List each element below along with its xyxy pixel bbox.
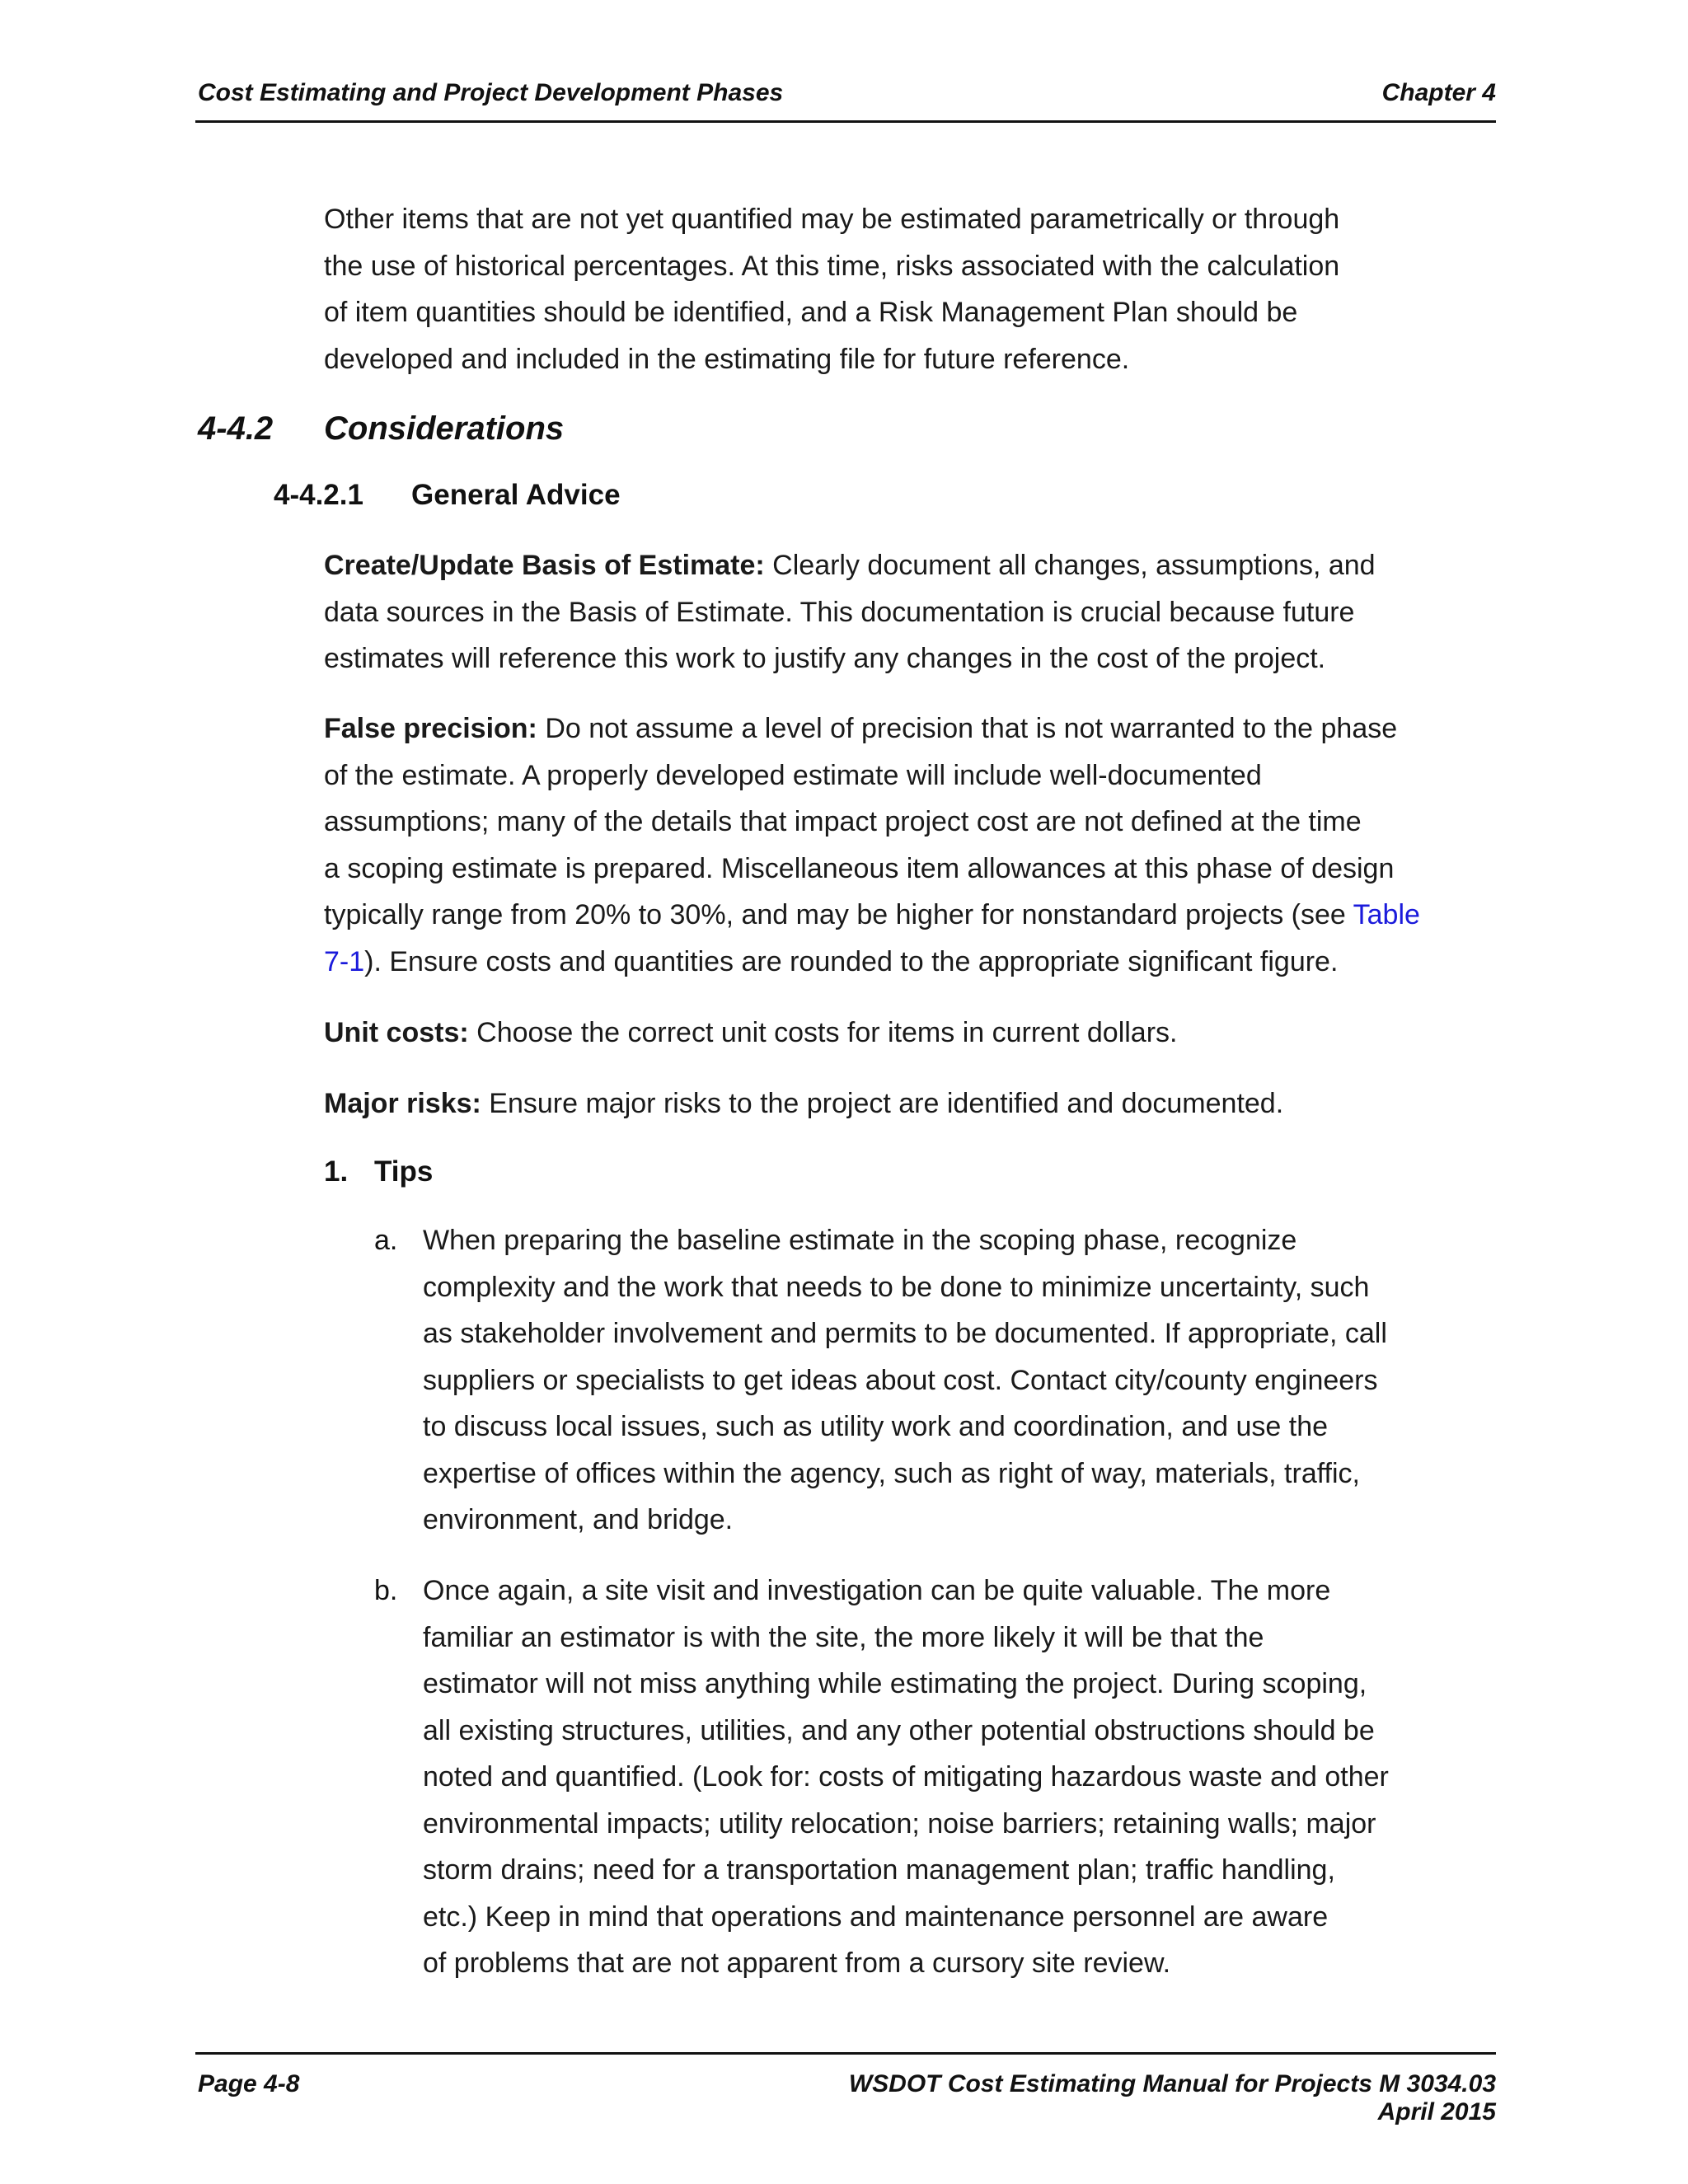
text-line: all existing structures, utilities, and any other potential obstructions should be — [423, 1714, 1375, 1746]
major-risks-label: Major risks: — [324, 1088, 481, 1119]
header-rule — [195, 120, 1496, 123]
text-line: typically range from 20% to 30%, and may be higher for nonstandard projects (see — [324, 899, 1353, 930]
text-line: of the estimate. A properly developed estimate will include well-documented — [324, 759, 1262, 791]
basis-paragraph — [324, 542, 1376, 682]
text-line: developed and included in the estimating file for future reference. — [324, 343, 1130, 375]
subsection-number: 4-4.2.1 — [274, 479, 363, 511]
text-line: storm drains; need for a transportation management plan; traffic handling, — [423, 1854, 1335, 1886]
major-risks-paragraph — [324, 1080, 1283, 1127]
section-number: 4-4.2 — [198, 410, 274, 447]
text-line: Do not assume a level of precision that is not warranted to the phase — [537, 713, 1398, 744]
precision-paragraph — [324, 705, 1420, 985]
text-line: estimates will reference this work to justify any changes in the cost of the project. — [324, 643, 1326, 674]
section-title: Considerations — [324, 410, 565, 447]
text-line: noted and quantified. (Look for: costs of mitigating hazardous waste and other — [423, 1761, 1389, 1793]
text-line: environmental impacts; utility relocation; noise barriers; retaining walls; major — [423, 1807, 1376, 1840]
text-line: a scoping estimate is prepared. Miscellaneous item allowances at this phase of design — [324, 852, 1395, 884]
page-number: Page 4-8 — [198, 2070, 300, 2097]
text-line: environment, and bridge. — [423, 1504, 734, 1535]
text-line: complexity and the work that needs to be done to minimize uncertainty, such — [423, 1271, 1370, 1303]
basis-label: Create/Update Basis of Estimate: — [324, 550, 765, 581]
text-line: ). Ensure costs and quantities are rounded to the appropriate significant figure. — [364, 945, 1339, 977]
text-line: Ensure major risks to the project are identified and documented. — [481, 1088, 1284, 1119]
precision-label: False precision: — [324, 713, 537, 744]
text-line: Clearly document all changes, assumptions, and — [764, 550, 1376, 581]
text-line: expertise of offices within the agency, such as right of way, materials, traffic, — [423, 1457, 1361, 1489]
table-7-1-link-continued[interactable]: 7-1 — [324, 945, 365, 977]
text-line: Other items that are not yet quantified may be estimated parametrically or through — [324, 204, 1340, 235]
text-line: data sources in the Basis of Estimate. This documentation is crucial because future — [324, 596, 1355, 628]
text-line: to discuss local issues, such as utility work and coordination, and use the — [423, 1411, 1329, 1442]
text-line: as stakeholder involvement and permits to be documented. If appropriate, call — [423, 1318, 1387, 1349]
table-7-1-link[interactable]: Table — [1353, 899, 1420, 930]
tips-number: 1. — [324, 1155, 349, 1188]
list-item — [423, 1568, 1389, 1987]
tips-title: Tips — [374, 1155, 434, 1188]
unit-costs-paragraph — [324, 1010, 1177, 1057]
running-header-title: Cost Estimating and Project Development Phases — [198, 79, 784, 106]
list-marker: a. — [374, 1225, 398, 1256]
text-line: assumptions; many of the details that impact project cost are not defined at the time — [324, 806, 1362, 837]
footer-rule — [195, 2052, 1496, 2055]
intro-paragraph — [324, 196, 1339, 382]
text-line: etc.) Keep in mind that operations and maintenance personnel are aware — [423, 1900, 1329, 1933]
text-line: of item quantities should be identified, and a Risk Management Plan should be — [324, 297, 1298, 328]
text-line: of problems that are not apparent from a cursory site review. — [423, 1947, 1171, 1979]
running-header-chapter: Chapter 4 — [1381, 79, 1496, 106]
footer-manual-title: WSDOT Cost Estimating Manual for Projects M 3034.03 — [848, 2070, 1496, 2097]
footer-date: April 2015 — [1377, 2098, 1496, 2125]
list-marker: b. — [374, 1575, 398, 1606]
unit-costs-label: Unit costs: — [324, 1017, 469, 1048]
subsection-title: General Advice — [411, 479, 621, 511]
text-line: estimator will not miss anything while estimating the project. During scoping, — [423, 1668, 1367, 1699]
text-line: the use of historical percentages. At this time, risks associated with the calculation — [324, 250, 1340, 282]
list-item — [423, 1217, 1387, 1544]
text-line: Choose the correct unit costs for items in current dollars. — [468, 1017, 1178, 1048]
text-line: familiar an estimator is with the site, the more likely it will be that the — [423, 1621, 1264, 1653]
text-line: Once again, a site visit and investigation can be quite valuable. The more — [423, 1575, 1331, 1606]
text-line: When preparing the baseline estimate in the scoping phase, recognize — [423, 1225, 1297, 1256]
text-line: suppliers or specialists to get ideas about cost. Contact city/county engineers — [423, 1364, 1378, 1396]
